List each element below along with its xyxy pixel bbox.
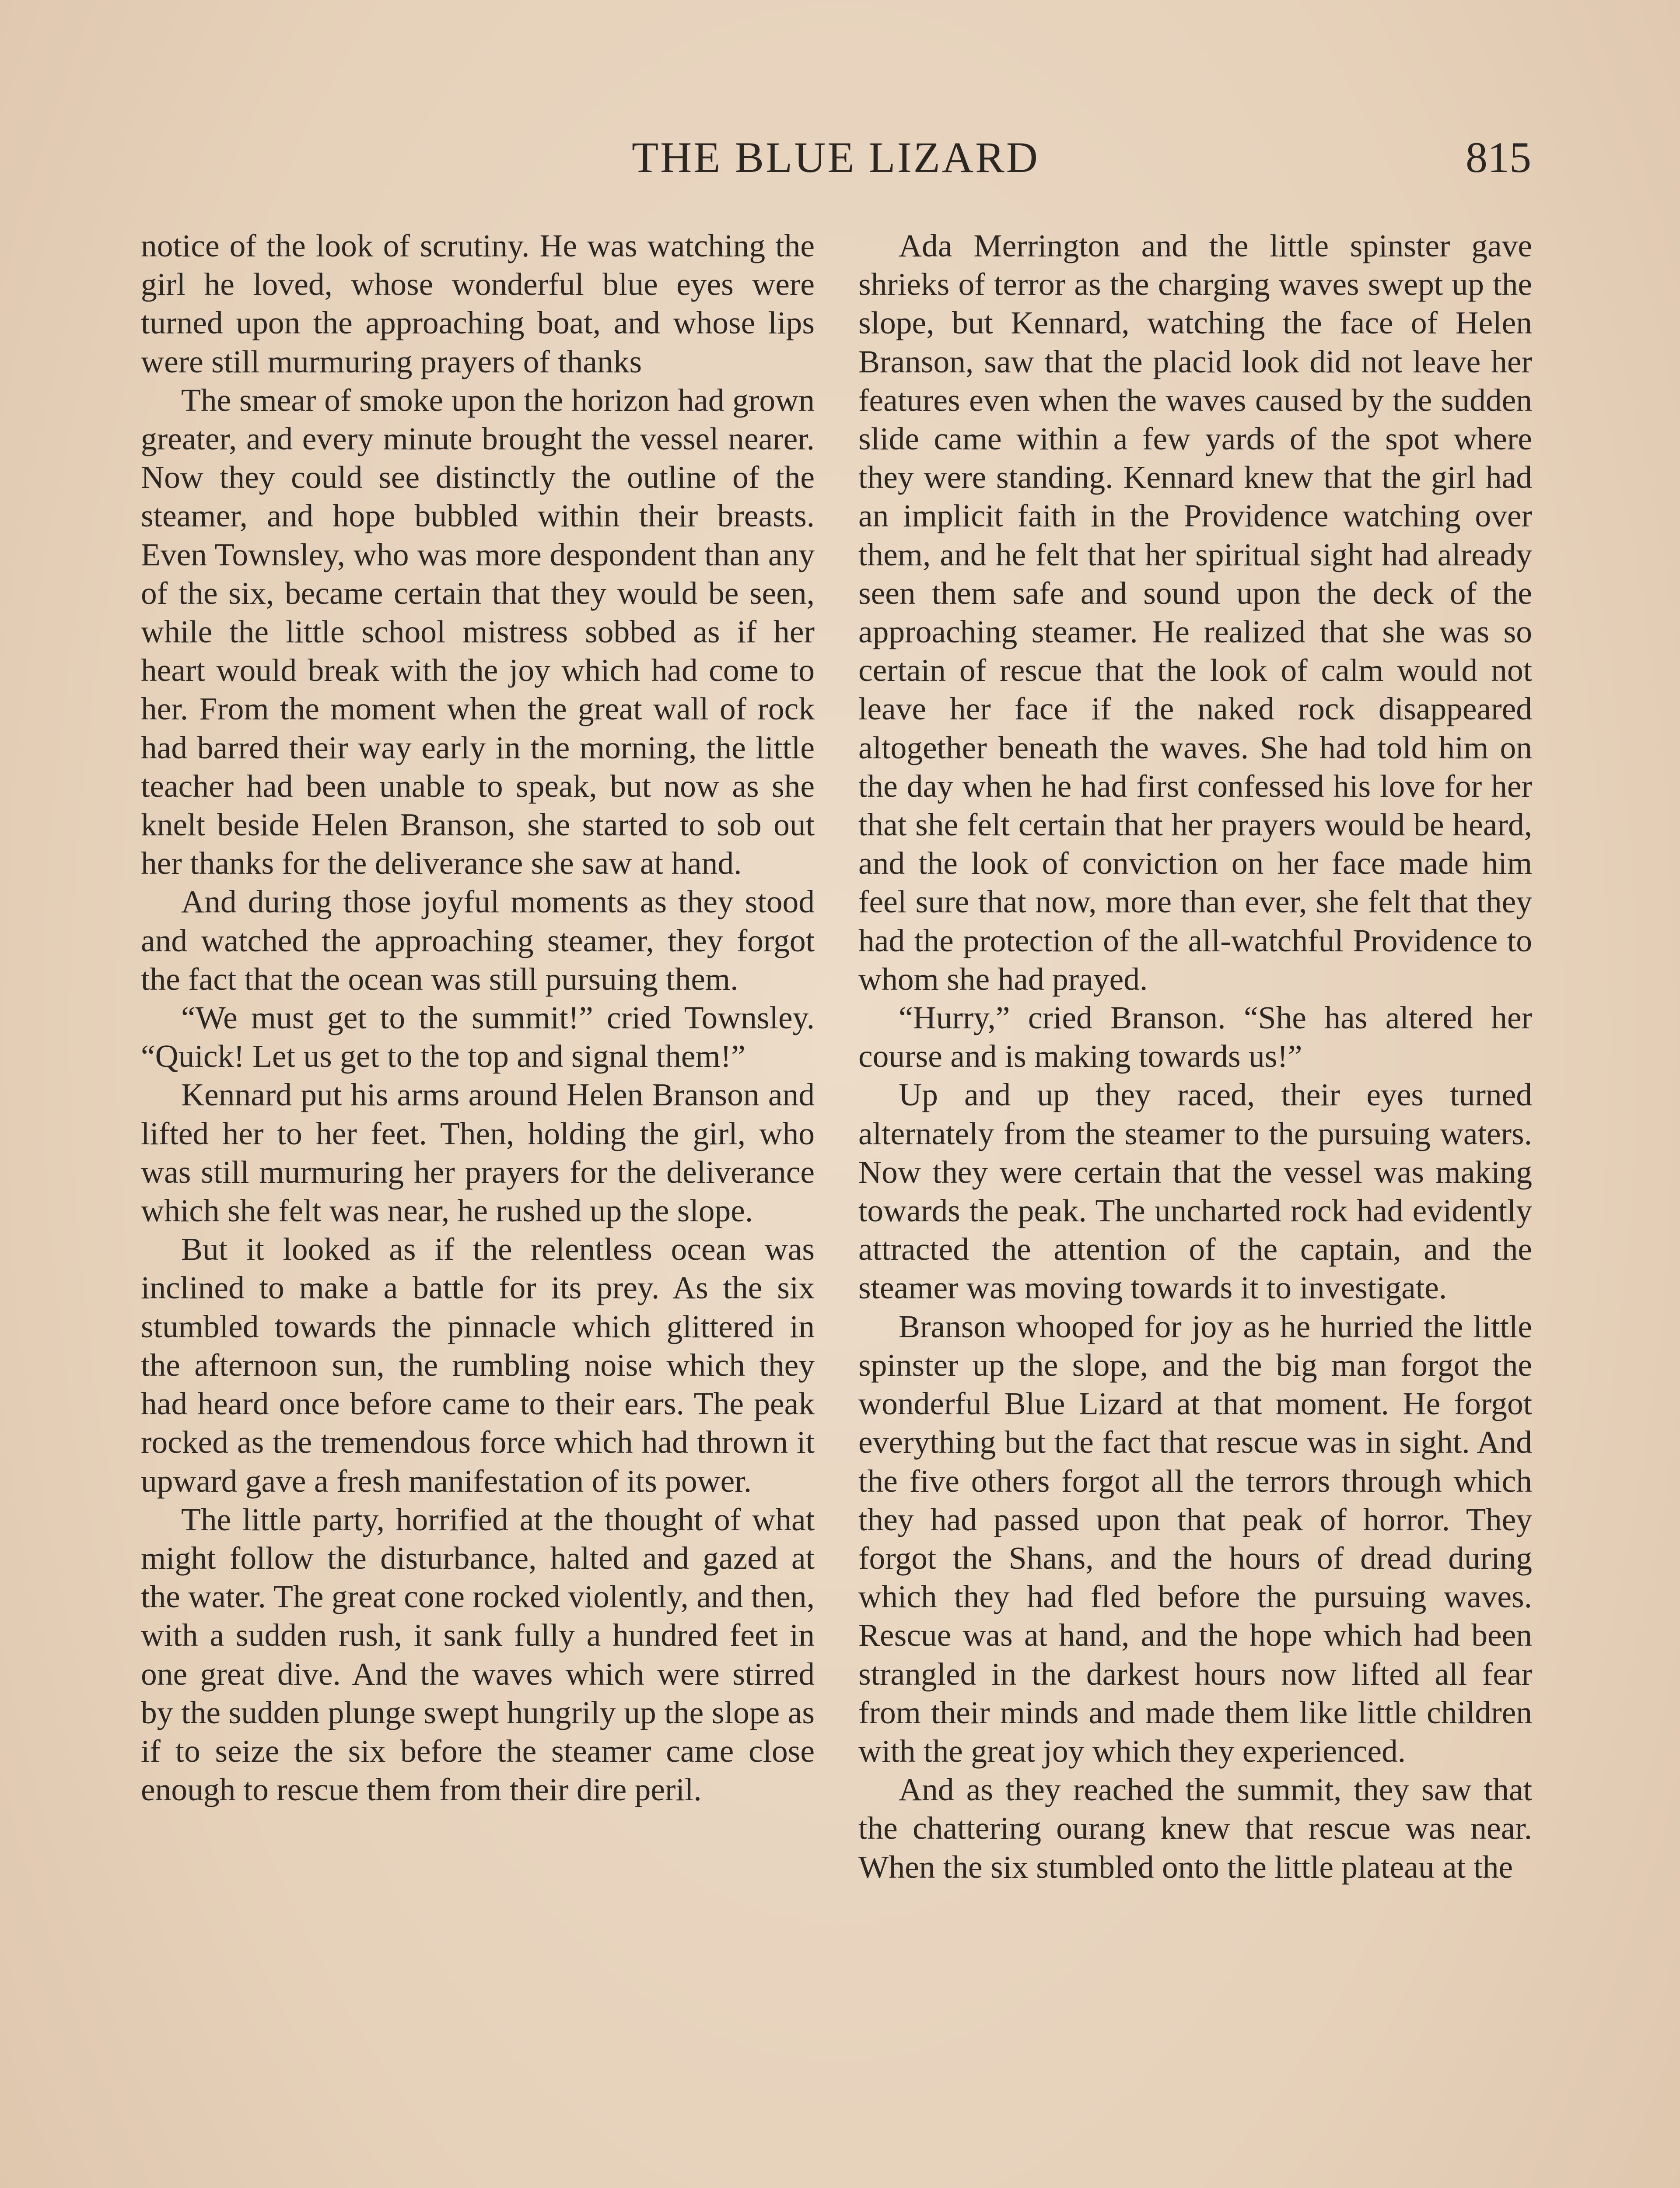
- paragraph: notice of the look of scrutiny. He was watching the girl he loved, whose wonderful blue eyes were turned upon the approaching boat, and whose lips were still murmuring prayers of thanks: [141, 228, 815, 379]
- paragraph: But it looked as if the relentless ocean was inclined to make a battle for its prey. As the six stumbled towards the pinnacle which glittered in the afternoon sun, the rumbling noise which they had heard once before came to their ears. The peak rocked as the tremendous force which had thrown it upward gave a fresh manifestation of its power.: [141, 1231, 815, 1499]
- paragraph: The smear of smoke upon the horizon had grown greater, and every minute brought the vessel nearer. Now they could see distinctly the outline of the steamer, and hope bubbled within their breasts. Even Townsley, who was more despondent than any of the six, became certain that they would be seen, while the little school mistress sobbed as if her heart would break with the joy which had come to her. From the moment when the great wall of rock had barred their way early in the morning, the little teacher had been unable to speak, but now as she knelt beside Helen Branson, she started to sob out her thanks for the deliverance she saw at hand.: [141, 382, 815, 881]
- paragraph: “We must get to the summit!” cried Townsley. “Quick! Let us get to the top and signal them!”: [141, 1000, 815, 1074]
- page-number: 815: [1466, 133, 1531, 182]
- paragraph: And as they reached the summit, they saw that the chattering ourang knew that rescue was near. When the six stumbled onto the little plateau at the: [858, 1772, 1532, 1885]
- paragraph: Kennard put his arms around Helen Branson and lifted her to her feet. Then, holding the girl, who was still murmuring her prayers for the deliverance which she felt was near, he rushed up the slope.: [141, 1077, 815, 1229]
- running-head: [140, 131, 1531, 184]
- paragraph: The little party, horrified at the thought of what might follow the disturbance, halted and gazed at the water. The great cone rocked violently, and then, with a sudden rush, it sank fully a hundred feet in one great dive. And the waves which were stirred by the sudden plunge swept hungrily up the slope as if to seize the six before the steamer came close enough to rescue them from their dire peril.: [141, 1501, 815, 1808]
- paragraph: Up and up they raced, their eyes turned alternately from the steamer to the pursuing waters. Now they were certain that the vessel was making towards the peak. The uncharted rock had evidently attracted the attention of the captain, and the steamer was moving towards it to investigate.: [858, 1077, 1532, 1306]
- paragraph: Ada Merrington and the little spinster gave shrieks of terror as the charging waves swept up the slope, but Kennard, watching the face of Helen Branson, saw that the placid look did not leave her features even when the waves caused by the sudden slide came within a few yards of the spot where they were standing. Kennard knew that the girl had an implicit faith in the Providence watching over them, and he felt that her spiritual sight had already seen them safe and sound upon the deck of the approaching steamer. He realized that she was so certain of rescue that the look of calm would not leave her face if the naked rock disappeared altogether beneath the waves. She had told him on the day when he had first confessed his love for her that she felt certain that her prayers would be heard, and the look of conviction on her face made him feel sure that now, more than ever, she felt that they had the protection of the all-watchful Providence to whom she had prayed.: [858, 228, 1532, 997]
- paragraph: And during those joyful moments as they stood and watched the approaching steamer, they forgot the fact that the ocean was still pursuing them.: [141, 884, 815, 997]
- left-column: [141, 227, 815, 1809]
- paragraph: Branson whooped for joy as he hurried the little spinster up the slope, and the big man forgot the wonderful Blue Lizard at that moment. He forgot everything but the fact that rescue was in sight. And the five others forgot all the terrors through which they had passed upon that peak of horror. They forgot the Shans, and the hours of dread during which they had fled before the pursuing waves. Rescue was at hand, and the hope which had been strangled in the darkest hours now lifted all fear from their minds and made them like little children with the great joy which they experienced.: [858, 1308, 1532, 1769]
- paragraph: “Hurry,” cried Branson. “She has altered her course and is making towards us!”: [858, 1000, 1532, 1074]
- right-column: [858, 227, 1532, 1886]
- running-title: THE BLUE LIZARD: [631, 133, 1040, 182]
